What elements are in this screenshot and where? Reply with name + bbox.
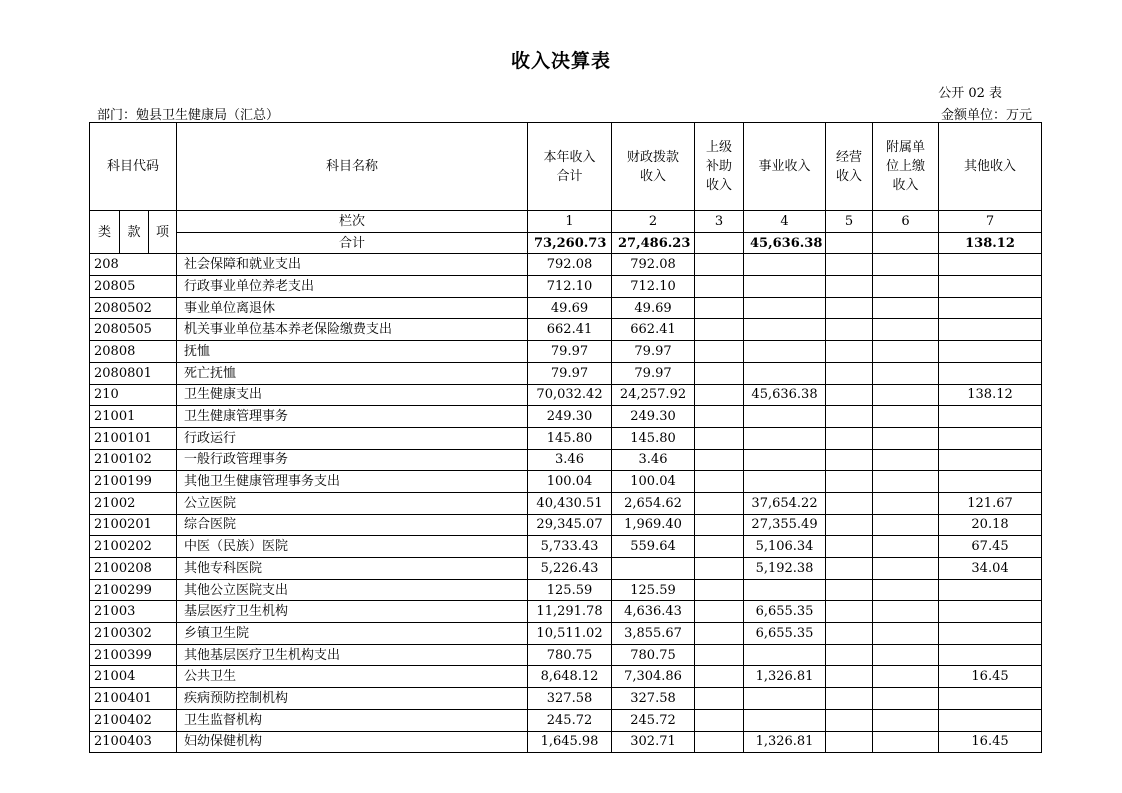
cell-name: 行政运行	[177, 427, 528, 449]
cell-code: 2100208	[90, 558, 177, 580]
cell-operating	[826, 536, 873, 558]
cell-total: 100.04	[528, 471, 612, 493]
cell-affiliated	[873, 384, 939, 406]
cell-total: 1,645.98	[528, 731, 612, 753]
cell-business	[744, 427, 826, 449]
income-final-account-table	[89, 122, 1042, 753]
cell-affiliated	[873, 601, 939, 623]
cell-affiliated	[873, 558, 939, 580]
cell-superior	[695, 384, 744, 406]
cell-name: 其他卫生健康管理事务支出	[177, 471, 528, 493]
cell-operating	[826, 384, 873, 406]
cell-affiliated	[873, 492, 939, 514]
cell-operating	[826, 492, 873, 514]
cell-operating	[826, 471, 873, 493]
cell-code: 2080801	[90, 362, 177, 384]
cell-business: 6,655.35	[744, 623, 826, 645]
cell-business	[744, 579, 826, 601]
cell-other: 138.12	[939, 384, 1042, 406]
cell-business	[744, 709, 826, 731]
header-row	[90, 123, 1042, 211]
cell-business: 45,636.38	[744, 384, 826, 406]
cell-operating	[826, 427, 873, 449]
table-row	[90, 341, 1042, 363]
col-num-2: 2	[612, 211, 695, 233]
cell-superior	[695, 341, 744, 363]
cell-superior	[695, 449, 744, 471]
cell-superior	[695, 558, 744, 580]
cell-business	[744, 471, 826, 493]
totals-operating	[826, 232, 873, 254]
cell-affiliated	[873, 623, 939, 645]
cell-code: 208	[90, 254, 177, 276]
col-num-5: 5	[826, 211, 873, 233]
cell-code: 2080502	[90, 297, 177, 319]
cell-total: 5,226.43	[528, 558, 612, 580]
cell-business: 37,654.22	[744, 492, 826, 514]
cell-code: 21003	[90, 601, 177, 623]
table-row	[90, 579, 1042, 601]
table-row	[90, 319, 1042, 341]
table-row	[90, 471, 1042, 493]
col-num-4: 4	[744, 211, 826, 233]
header-fiscal: 财政拨款收入	[612, 123, 695, 211]
cell-superior	[695, 471, 744, 493]
header-other: 其他收入	[939, 123, 1042, 211]
cell-superior	[695, 666, 744, 688]
cell-name: 基层医疗卫生机构	[177, 601, 528, 623]
cell-name: 卫生健康管理事务	[177, 406, 528, 428]
cell-affiliated	[873, 297, 939, 319]
cell-other	[939, 406, 1042, 428]
table-row	[90, 449, 1042, 471]
cell-code: 2100302	[90, 623, 177, 645]
table-row	[90, 623, 1042, 645]
header-operating: 经营收入	[826, 123, 873, 211]
cell-code: 21002	[90, 492, 177, 514]
cell-total: 780.75	[528, 644, 612, 666]
totals-business: 45,636.38	[744, 232, 826, 254]
cell-fiscal	[612, 558, 695, 580]
cell-operating	[826, 601, 873, 623]
cell-superior	[695, 514, 744, 536]
cell-superior	[695, 297, 744, 319]
cell-affiliated	[873, 362, 939, 384]
totals-affiliated	[873, 232, 939, 254]
cell-other	[939, 471, 1042, 493]
cell-superior	[695, 709, 744, 731]
cell-code: 2100299	[90, 579, 177, 601]
header-kuan: 款	[120, 211, 149, 254]
cell-superior	[695, 319, 744, 341]
header-superior: 上级补助收入	[695, 123, 744, 211]
cell-fiscal: 125.59	[612, 579, 695, 601]
cell-other: 16.45	[939, 666, 1042, 688]
cell-superior	[695, 644, 744, 666]
header-affiliated: 附属单位上缴收入	[873, 123, 939, 211]
cell-superior	[695, 601, 744, 623]
cell-other	[939, 276, 1042, 298]
table-row	[90, 666, 1042, 688]
cell-other	[939, 579, 1042, 601]
cell-code: 2100401	[90, 688, 177, 710]
cell-total: 70,032.42	[528, 384, 612, 406]
cell-name: 一般行政管理事务	[177, 449, 528, 471]
cell-total: 792.08	[528, 254, 612, 276]
cell-business	[744, 254, 826, 276]
cell-affiliated	[873, 579, 939, 601]
cell-affiliated	[873, 514, 939, 536]
cell-code: 2100399	[90, 644, 177, 666]
cell-name: 卫生健康支出	[177, 384, 528, 406]
cell-name: 行政事业单位养老支出	[177, 276, 528, 298]
cell-name: 乡镇卫生院	[177, 623, 528, 645]
cell-total: 3.46	[528, 449, 612, 471]
cell-fiscal: 2,654.62	[612, 492, 695, 514]
cell-superior	[695, 731, 744, 753]
col-num-3: 3	[695, 211, 744, 233]
cell-other	[939, 709, 1042, 731]
cell-name: 其他专科医院	[177, 558, 528, 580]
cell-fiscal: 245.72	[612, 709, 695, 731]
cell-code: 2100101	[90, 427, 177, 449]
cell-total: 249.30	[528, 406, 612, 428]
table-row	[90, 709, 1042, 731]
cell-operating	[826, 644, 873, 666]
cell-fiscal: 3,855.67	[612, 623, 695, 645]
cell-fiscal: 792.08	[612, 254, 695, 276]
cell-fiscal: 3.46	[612, 449, 695, 471]
cell-other	[939, 254, 1042, 276]
cell-other	[939, 644, 1042, 666]
cell-fiscal: 249.30	[612, 406, 695, 428]
header-total: 本年收入合计	[528, 123, 612, 211]
cell-fiscal: 712.10	[612, 276, 695, 298]
cell-superior	[695, 688, 744, 710]
header-lei: 类	[90, 211, 120, 254]
cell-business: 1,326.81	[744, 731, 826, 753]
cell-fiscal: 24,257.92	[612, 384, 695, 406]
table-row	[90, 536, 1042, 558]
cell-business: 5,192.38	[744, 558, 826, 580]
cell-operating	[826, 319, 873, 341]
cell-code: 21004	[90, 666, 177, 688]
cell-business	[744, 406, 826, 428]
totals-fiscal: 27,486.23	[612, 232, 695, 254]
cell-total: 29,345.07	[528, 514, 612, 536]
cell-business: 27,355.49	[744, 514, 826, 536]
cell-other	[939, 623, 1042, 645]
cell-code: 2100403	[90, 731, 177, 753]
table-row	[90, 601, 1042, 623]
table-row	[90, 558, 1042, 580]
cell-code: 20808	[90, 341, 177, 363]
page-title: 收入决算表	[510, 50, 611, 72]
col-num-7: 7	[939, 211, 1042, 233]
totals-row	[90, 232, 1042, 254]
cell-total: 327.58	[528, 688, 612, 710]
cell-fiscal: 302.71	[612, 731, 695, 753]
cell-business	[744, 688, 826, 710]
table-row	[90, 427, 1042, 449]
cell-name: 妇幼保健机构	[177, 731, 528, 753]
cell-name: 社会保障和就业支出	[177, 254, 528, 276]
cell-business	[744, 341, 826, 363]
cell-operating	[826, 623, 873, 645]
table-row	[90, 276, 1042, 298]
cell-code: 20805	[90, 276, 177, 298]
cell-business	[744, 297, 826, 319]
cell-fiscal: 7,304.86	[612, 666, 695, 688]
cell-superior	[695, 362, 744, 384]
cell-superior	[695, 536, 744, 558]
cell-operating	[826, 688, 873, 710]
cell-affiliated	[873, 536, 939, 558]
cell-other	[939, 601, 1042, 623]
cell-superior	[695, 623, 744, 645]
form-number: 公开 02 表	[938, 86, 1002, 101]
cell-total: 79.97	[528, 341, 612, 363]
cell-affiliated	[873, 688, 939, 710]
cell-superior	[695, 276, 744, 298]
cell-affiliated	[873, 406, 939, 428]
cell-other	[939, 319, 1042, 341]
table-row	[90, 688, 1042, 710]
cell-code: 2100199	[90, 471, 177, 493]
cell-total: 5,733.43	[528, 536, 612, 558]
cell-affiliated	[873, 449, 939, 471]
table-row	[90, 254, 1042, 276]
cell-operating	[826, 731, 873, 753]
cell-code: 2100202	[90, 536, 177, 558]
table-row	[90, 297, 1042, 319]
table-row	[90, 406, 1042, 428]
cell-code: 210	[90, 384, 177, 406]
cell-fiscal: 79.97	[612, 341, 695, 363]
cell-other	[939, 427, 1042, 449]
cell-total: 125.59	[528, 579, 612, 601]
cell-fiscal: 662.41	[612, 319, 695, 341]
cell-fiscal: 4,636.43	[612, 601, 695, 623]
cell-operating	[826, 276, 873, 298]
cell-total: 245.72	[528, 709, 612, 731]
cell-total: 10,511.02	[528, 623, 612, 645]
cell-other: 34.04	[939, 558, 1042, 580]
cell-other: 121.67	[939, 492, 1042, 514]
cell-superior	[695, 406, 744, 428]
cell-total: 8,648.12	[528, 666, 612, 688]
cell-fiscal: 327.58	[612, 688, 695, 710]
cell-total: 40,430.51	[528, 492, 612, 514]
cell-code: 2080505	[90, 319, 177, 341]
cell-business: 6,655.35	[744, 601, 826, 623]
cell-name: 抚恤	[177, 341, 528, 363]
cell-other	[939, 449, 1042, 471]
cell-operating	[826, 406, 873, 428]
cell-superior	[695, 579, 744, 601]
cell-business: 5,106.34	[744, 536, 826, 558]
cell-affiliated	[873, 471, 939, 493]
cell-fiscal: 49.69	[612, 297, 695, 319]
cell-operating	[826, 514, 873, 536]
cell-code: 2100402	[90, 709, 177, 731]
cell-total: 11,291.78	[528, 601, 612, 623]
cell-operating	[826, 579, 873, 601]
cell-operating	[826, 666, 873, 688]
col-num-6: 6	[873, 211, 939, 233]
cell-affiliated	[873, 341, 939, 363]
cell-affiliated	[873, 709, 939, 731]
table-row	[90, 644, 1042, 666]
cell-affiliated	[873, 254, 939, 276]
cell-business	[744, 362, 826, 384]
header-name: 科目名称	[177, 123, 528, 211]
table-row	[90, 731, 1042, 753]
cell-affiliated	[873, 666, 939, 688]
cell-other	[939, 362, 1042, 384]
column-row-label: 栏次	[177, 211, 528, 233]
amount-unit-label: 金额单位：万元	[940, 108, 1032, 123]
cell-name: 疾病预防控制机构	[177, 688, 528, 710]
totals-total: 73,260.73	[528, 232, 612, 254]
cell-fiscal: 79.97	[612, 362, 695, 384]
header-code: 科目代码	[90, 123, 177, 211]
cell-business	[744, 276, 826, 298]
cell-other	[939, 297, 1042, 319]
cell-business	[744, 644, 826, 666]
cell-code: 2100102	[90, 449, 177, 471]
cell-superior	[695, 254, 744, 276]
cell-fiscal: 559.64	[612, 536, 695, 558]
cell-name: 其他公立医院支出	[177, 579, 528, 601]
cell-total: 79.97	[528, 362, 612, 384]
table-row	[90, 362, 1042, 384]
cell-superior	[695, 492, 744, 514]
cell-superior	[695, 427, 744, 449]
cell-affiliated	[873, 731, 939, 753]
col-num-1: 1	[528, 211, 612, 233]
cell-name: 卫生监督机构	[177, 709, 528, 731]
cell-fiscal: 145.80	[612, 427, 695, 449]
cell-operating	[826, 341, 873, 363]
cell-code: 21001	[90, 406, 177, 428]
totals-superior	[695, 232, 744, 254]
table-row	[90, 492, 1042, 514]
cell-operating	[826, 709, 873, 731]
cell-name: 机关事业单位基本养老保险缴费支出	[177, 319, 528, 341]
cell-code: 2100201	[90, 514, 177, 536]
cell-operating	[826, 449, 873, 471]
cell-business	[744, 449, 826, 471]
cell-name: 中医（民族）医院	[177, 536, 528, 558]
cell-other: 67.45	[939, 536, 1042, 558]
cell-operating	[826, 558, 873, 580]
totals-label: 合计	[177, 232, 528, 254]
cell-name: 事业单位离退休	[177, 297, 528, 319]
cell-other: 20.18	[939, 514, 1042, 536]
cell-name: 其他基层医疗卫生机构支出	[177, 644, 528, 666]
header-business: 事业收入	[744, 123, 826, 211]
cell-business	[744, 319, 826, 341]
cell-total: 49.69	[528, 297, 612, 319]
cell-affiliated	[873, 319, 939, 341]
cell-other	[939, 341, 1042, 363]
cell-other: 16.45	[939, 731, 1042, 753]
cell-other	[939, 688, 1042, 710]
cell-fiscal: 780.75	[612, 644, 695, 666]
cell-total: 712.10	[528, 276, 612, 298]
totals-other: 138.12	[939, 232, 1042, 254]
header-xiang: 项	[149, 211, 177, 254]
cell-total: 662.41	[528, 319, 612, 341]
department-label: 部门：勉县卫生健康局（汇总）	[97, 108, 280, 123]
cell-business: 1,326.81	[744, 666, 826, 688]
cell-affiliated	[873, 276, 939, 298]
table-row	[90, 384, 1042, 406]
cell-operating	[826, 254, 873, 276]
cell-total: 145.80	[528, 427, 612, 449]
cell-name: 公共卫生	[177, 666, 528, 688]
cell-fiscal: 1,969.40	[612, 514, 695, 536]
cell-affiliated	[873, 644, 939, 666]
cell-name: 公立医院	[177, 492, 528, 514]
cell-operating	[826, 362, 873, 384]
cell-fiscal: 100.04	[612, 471, 695, 493]
cell-name: 死亡抚恤	[177, 362, 528, 384]
cell-operating	[826, 297, 873, 319]
column-number-row	[90, 211, 1042, 233]
cell-affiliated	[873, 427, 939, 449]
cell-name: 综合医院	[177, 514, 528, 536]
table-row	[90, 514, 1042, 536]
